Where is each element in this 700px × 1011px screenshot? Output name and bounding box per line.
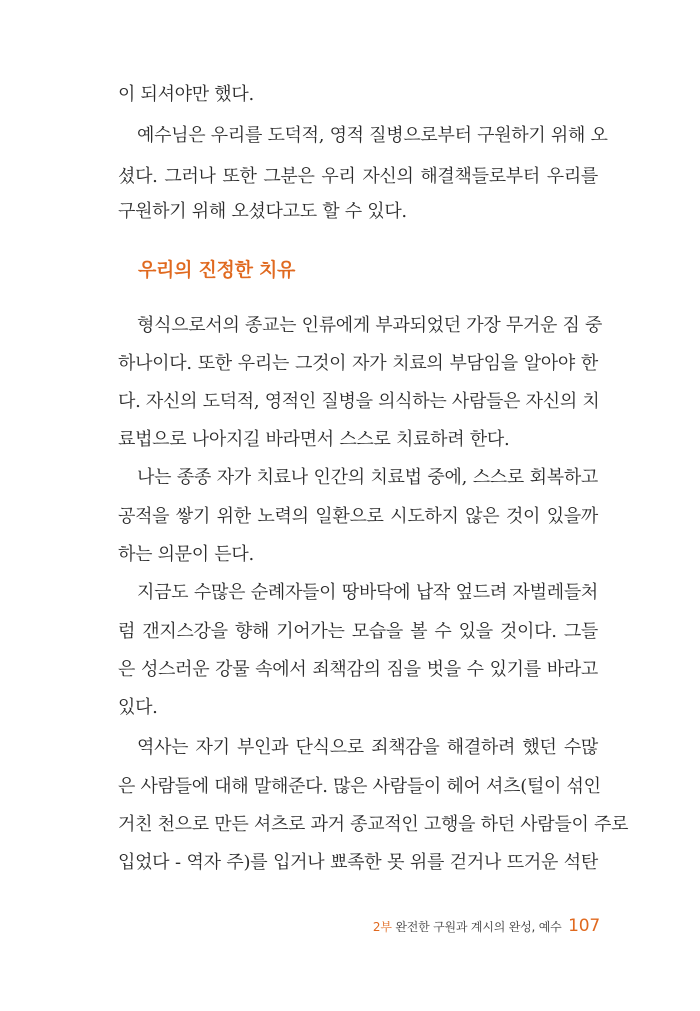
paragraph-line: 셨다. 그러나 또한 그분은 우리 자신의 해결책들로부터 우리를	[118, 166, 598, 187]
paragraph-line: 하나이다. 또한 우리는 그것이 자가 치료의 부담임을 알아야 한	[118, 353, 598, 374]
paragraph-line: 입었다 - 역자 주)를 입거나 뾰족한 못 위를 걷거나 뜨거운 석탄	[118, 852, 598, 873]
paragraph-line: 있다.	[118, 697, 158, 718]
paragraph-line: 지금도 수많은 순례자들이 땅바닥에 납작 엎드려 자벌레들처	[137, 582, 598, 603]
paragraph-line: 공적을 쌓기 위한 노력의 일환으로 시도하지 않은 것이 있을까	[118, 506, 598, 527]
paragraph-line: 료법으로 나아지길 바라면서 스스로 치료하려 한다.	[118, 429, 510, 450]
paragraph-line: 예수님은 우리를 도덕적, 영적 질병으로부터 구원하기 위해 오	[137, 125, 608, 146]
paragraph-line: 구원하기 위해 오셨다고도 할 수 있다.	[118, 201, 407, 222]
footer-title: 완전한 구원과 계시의 완성, 예수	[395, 920, 562, 934]
running-footer	[373, 915, 600, 938]
paragraph-line: 럼 갠지스강을 향해 기어가는 모습을 볼 수 있을 것이다. 그들	[118, 621, 598, 642]
paragraph-line: 거친 천으로 만든 셔츠로 과거 종교적인 고행을 하던 사람들이 주로	[118, 814, 629, 835]
paragraph-line: 하는 의문이 든다.	[118, 544, 254, 565]
paragraph-line: 은 사람들에 대해 말해준다. 많은 사람들이 헤어 셔츠(털이 섞인	[118, 776, 601, 797]
paragraph-line: 이 되셔야만 했다.	[118, 84, 254, 105]
section-heading: 우리의 진정한 치유	[138, 259, 296, 281]
page-number: 107	[568, 916, 600, 936]
footer-part-label: 2부	[372, 920, 392, 934]
paragraph-line: 다. 자신의 도덕적, 영적인 질병을 의식하는 사람들은 자신의 치	[118, 391, 600, 412]
paragraph-line: 역사는 자기 부인과 단식으로 죄책감을 해결하려 했던 수많	[137, 737, 598, 758]
paragraph-line: 나는 종종 자가 치료나 인간의 치료법 중에, 스스로 회복하고	[137, 467, 598, 488]
paragraph-line: 은 성스러운 강물 속에서 죄책감의 짐을 벗을 수 있기를 바라고	[118, 659, 598, 680]
paragraph-line: 형식으로서의 종교는 인류에게 부과되었던 가장 무거운 짐 중	[137, 315, 603, 336]
